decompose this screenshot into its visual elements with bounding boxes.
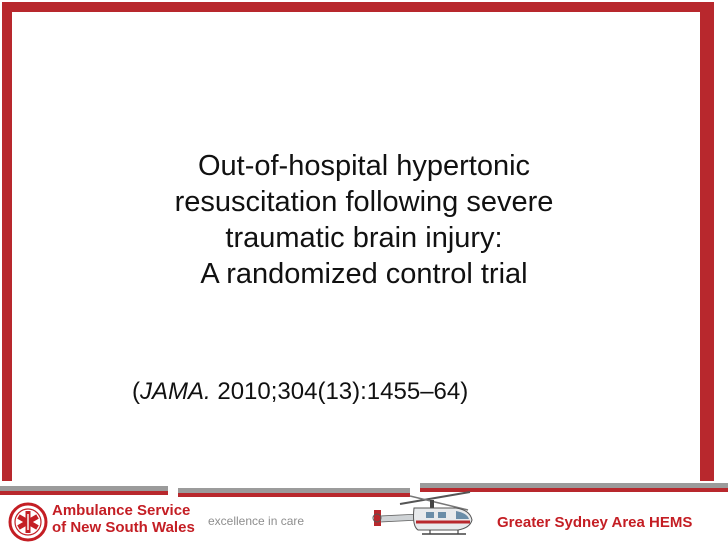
title-line-4: A randomized control trial (200, 258, 528, 290)
helicopter-icon (370, 488, 480, 542)
citation-journal: JAMA. (140, 378, 211, 405)
hems-label: Greater Sydney Area HEMS (497, 514, 693, 531)
org-name-line-2: of New South Wales (52, 519, 195, 536)
citation-details: 2010;304(13):1455–64) (210, 378, 469, 405)
slide-title (100, 148, 628, 292)
org-name (52, 502, 195, 536)
citation (132, 378, 468, 406)
citation-open-paren: ( (132, 378, 140, 405)
title-line-1: Out-of-hospital hypertonic (197, 150, 531, 182)
footer-stripe-red-left (0, 491, 168, 495)
title-line-3: traumatic brain injury: (225, 222, 503, 254)
org-name-line-1: Ambulance Service (52, 502, 191, 519)
title-line-2: resuscitation following severe (174, 186, 554, 218)
ambulance-star-of-life-icon (8, 502, 48, 542)
tagline: excellence in care (208, 514, 305, 528)
